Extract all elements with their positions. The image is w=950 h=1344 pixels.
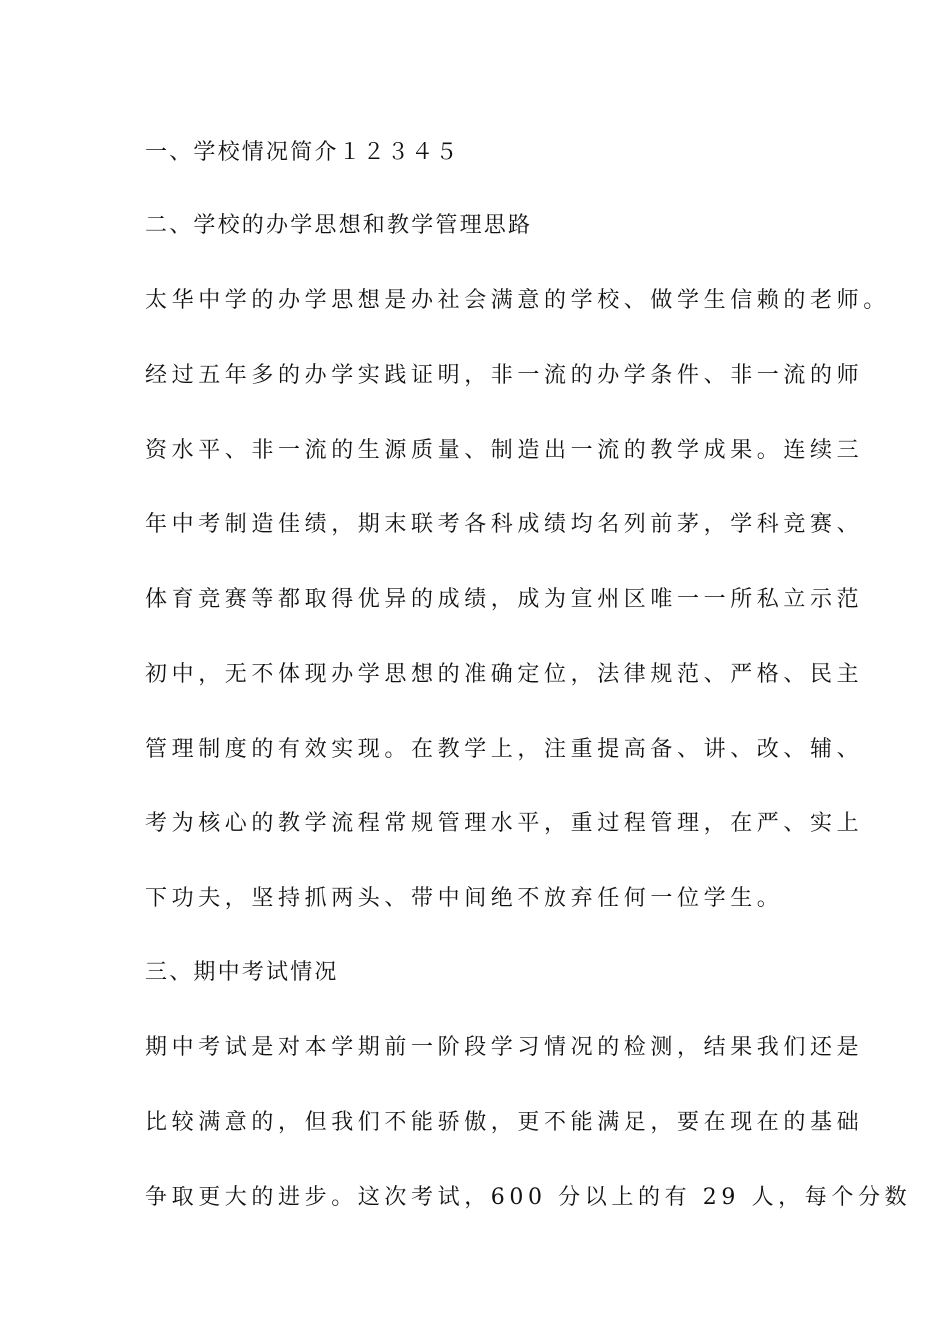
paragraph-line: 经过五年多的办学实践证明，非一流的办学条件、非一流的师 <box>145 363 864 388</box>
paragraph-line: 管理制度的有效实现。在教学上，注重提高备、讲、改、辅、 <box>145 737 864 762</box>
paragraph-line: 资水平、非一流的生源质量、制造出一流的教学成果。连续三 <box>145 438 864 463</box>
paragraph-line: 期中考试是对本学期前一阶段学习情况的检测，结果我们还是 <box>145 1035 864 1060</box>
paragraph-line: 考为核心的教学流程常规管理水平，重过程管理，在严、实上 <box>145 811 864 836</box>
paragraph-line: 太华中学的办学思想是办社会满意的学校、做学生信赖的老师。 <box>145 288 890 313</box>
section-heading-3: 三、期中考试情况 <box>145 960 339 985</box>
paragraph-line: 体育竞赛等都取得优异的成绩，成为宣州区唯一一所私立示范 <box>145 587 864 612</box>
paragraph-line: 初中，无不体现办学思想的准确定位，法律规范、严格、民主 <box>145 662 864 687</box>
paragraph-line: 下功夫，坚持抓两头、带中间绝不放弃任何一位学生。 <box>145 886 784 911</box>
paragraph-line: 比较满意的，但我们不能骄傲，更不能满足，要在现在的基础 <box>145 1110 864 1135</box>
paragraph-line: 年中考制造佳绩，期末联考各科成绩均名列前茅，学科竞赛、 <box>145 512 864 537</box>
section-heading-1: 一、学校情况简介１２３４５ <box>145 140 460 165</box>
section-heading-2: 二、学校的办学思想和教学管理思路 <box>145 213 533 238</box>
paragraph-line: 争取更大的进步。这次考试，600 分以上的有 29 人，每个分数 <box>145 1185 912 1210</box>
